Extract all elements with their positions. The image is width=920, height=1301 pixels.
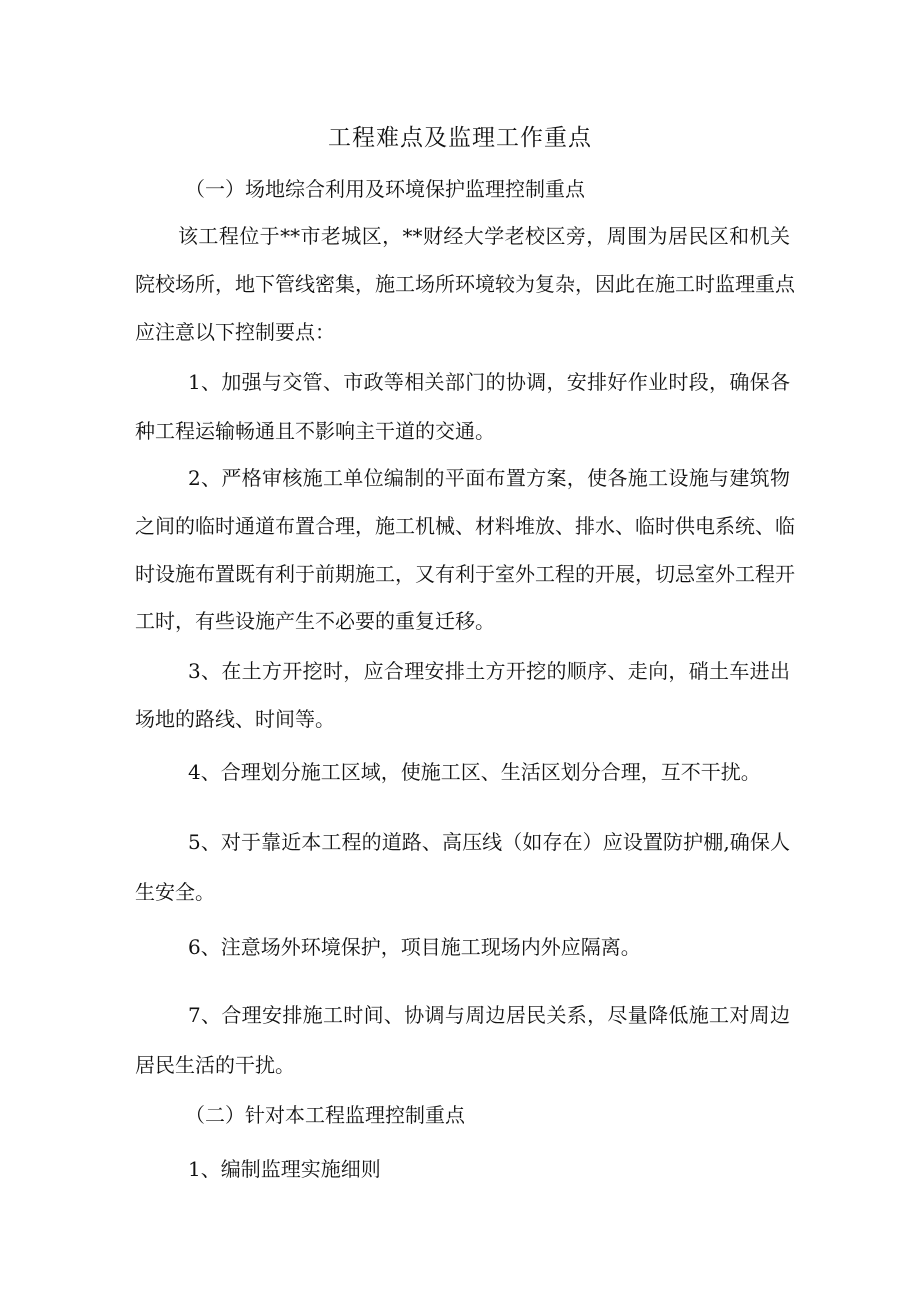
item-5-line-2: 生安全。 xyxy=(135,880,215,904)
item-7-line-1: 7、合理安排施工时间、协调与周边居民关系，尽量降低施工对周边 xyxy=(188,1003,790,1027)
item-2-line-4: 工时，有些设施产生不必要的重复迁移。 xyxy=(135,609,495,633)
intro-line-3: 应注意以下控制要点： xyxy=(135,320,335,344)
item-1-line-2: 种工程运输畅通且不影响主干道的交通。 xyxy=(135,419,495,443)
item-7-line-2: 居民生活的干扰。 xyxy=(135,1053,295,1077)
item-2-line-1: 2、严格审核施工单位编制的平面布置方案，使各施工设施与建筑物 xyxy=(188,466,790,490)
item-5-line-1: 5、对于靠近本工程的道路、高压线（如存在）应设置防护棚,确保人 xyxy=(188,830,790,854)
section-heading-2: （二）针对本工程监理控制重点 xyxy=(185,1103,465,1127)
section-heading-1: （一）场地综合利用及环境保护监理控制重点 xyxy=(185,177,585,201)
item-3-line-1: 3、在土方开挖时，应合理安排土方开挖的顺序、走向，硝土车进出 xyxy=(188,659,790,683)
item-2-line-3: 时设施布置既有利于前期施工，又有利于室外工程的开展，切忌室外工程开 xyxy=(135,562,795,586)
intro-line-2: 院校场所，地下管线密集，施工场所环境较为复杂，因此在施工时监理重点 xyxy=(135,272,795,296)
item-3-line-2: 场地的路线、时间等。 xyxy=(135,707,335,731)
section-2-item-1: 1、编制监理实施细则 xyxy=(188,1157,381,1181)
intro-line-1: 该工程位于**市老城区，**财经大学老校区旁，周围为居民区和机关 xyxy=(178,224,790,248)
item-2-line-2: 之间的临时通道布置合理，施工机械、材料堆放、排水、临时供电系统、临 xyxy=(135,514,795,538)
item-4: 4、合理划分施工区域，使施工区、生活区划分合理，互不干扰。 xyxy=(188,760,761,784)
item-6: 6、注意场外环境保护，项目施工现场内外应隔离。 xyxy=(188,935,641,959)
item-1-line-1: 1、加强与交管、市政等相关部门的协调，安排好作业时段，确保各 xyxy=(188,370,790,394)
document-title: 工程难点及监理工作重点 xyxy=(328,125,592,151)
